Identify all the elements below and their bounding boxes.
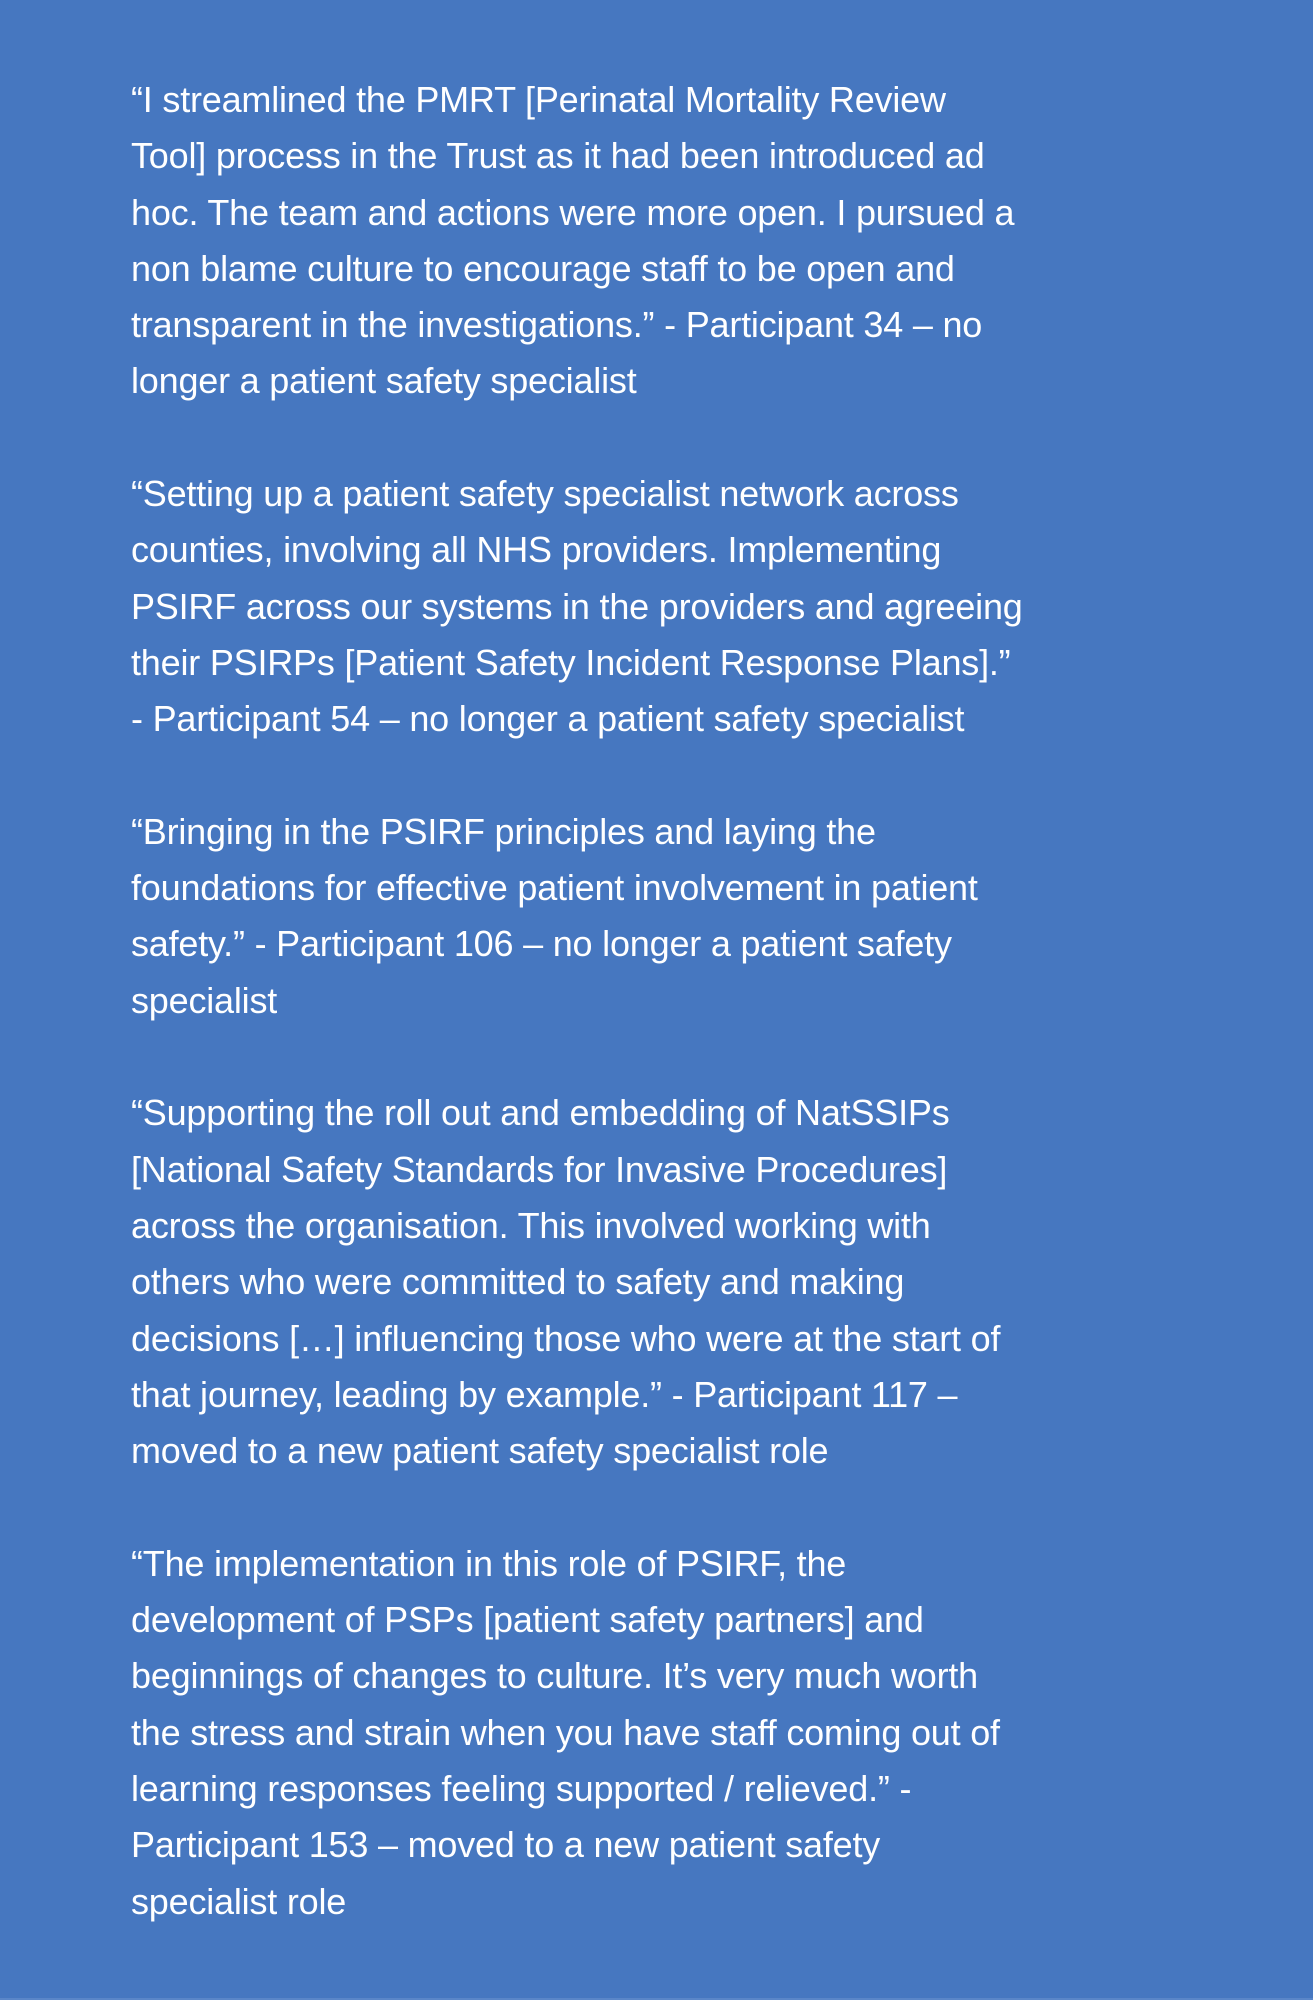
quote-participant-54 [131,466,1191,747]
quote-line: Participant 153 – moved to a new patient safety [131,1824,881,1866]
quote-line: moved to a new patient safety specialist role [131,1430,829,1472]
quote-line: Tool] process in the Trust as it had been introduced ad [131,135,985,177]
quote-line: their PSIRPs [Patient Safety Incident Response Plans].” [131,641,1011,683]
quote-participant-117 [131,1085,1191,1479]
quote-line: specialist [131,979,278,1021]
quote-line: PSIRF across our systems in the providers and agreeing [131,585,1023,627]
quote-line: foundations for effective patient involvement in patient [131,867,978,909]
quote-line: “The implementation in this role of PSIRF, the [131,1542,847,1584]
quote-line: transparent in the investigations.” - Participant 34 – no [131,304,983,346]
quote-line: beginnings of changes to culture. It’s very much worth [131,1655,978,1697]
quote-line: “Bringing in the PSIRF principles and laying the [131,810,876,852]
quote-line: learning responses feeling supported / relieved.” - [131,1767,912,1809]
quote-line: [National Safety Standards for Invasive Procedures] [131,1148,948,1190]
quote-line: the stress and strain when you have staff coming out of [131,1711,1000,1753]
quote-participant-106 [131,804,1191,1029]
quotes-panel [131,72,1191,1986]
quote-line: “Setting up a patient safety specialist network across [131,473,959,515]
quote-participant-153 [131,1536,1191,1930]
quote-line: “I streamlined the PMRT [Perinatal Mortality Review [131,79,946,120]
quote-participant-34 [131,72,1191,410]
quote-line: decisions […] influencing those who were at the start of [131,1317,1001,1359]
quote-line: development of PSPs [patient safety partners] and [131,1599,924,1641]
quote-line: others who were committed to safety and making [131,1261,905,1303]
quote-line: counties, involving all NHS providers. Implementing [131,529,942,571]
quote-line: safety.” - Participant 106 – no longer a patient safety [131,923,952,965]
quote-line: specialist role [131,1880,347,1922]
quote-line: - Participant 54 – no longer a patient safety specialist [131,698,965,740]
quote-line: across the organisation. This involved working with [131,1204,931,1246]
quote-line: that journey, leading by example.” - Participant 117 – [131,1373,958,1415]
quote-line: hoc. The team and actions were more open. I pursued a [131,191,1015,233]
quote-line: longer a patient safety specialist [131,360,637,402]
quote-line: non blame culture to encourage staff to be open and [131,247,955,289]
quote-line: “Supporting the roll out and embedding of NatSSIPs [131,1092,950,1134]
